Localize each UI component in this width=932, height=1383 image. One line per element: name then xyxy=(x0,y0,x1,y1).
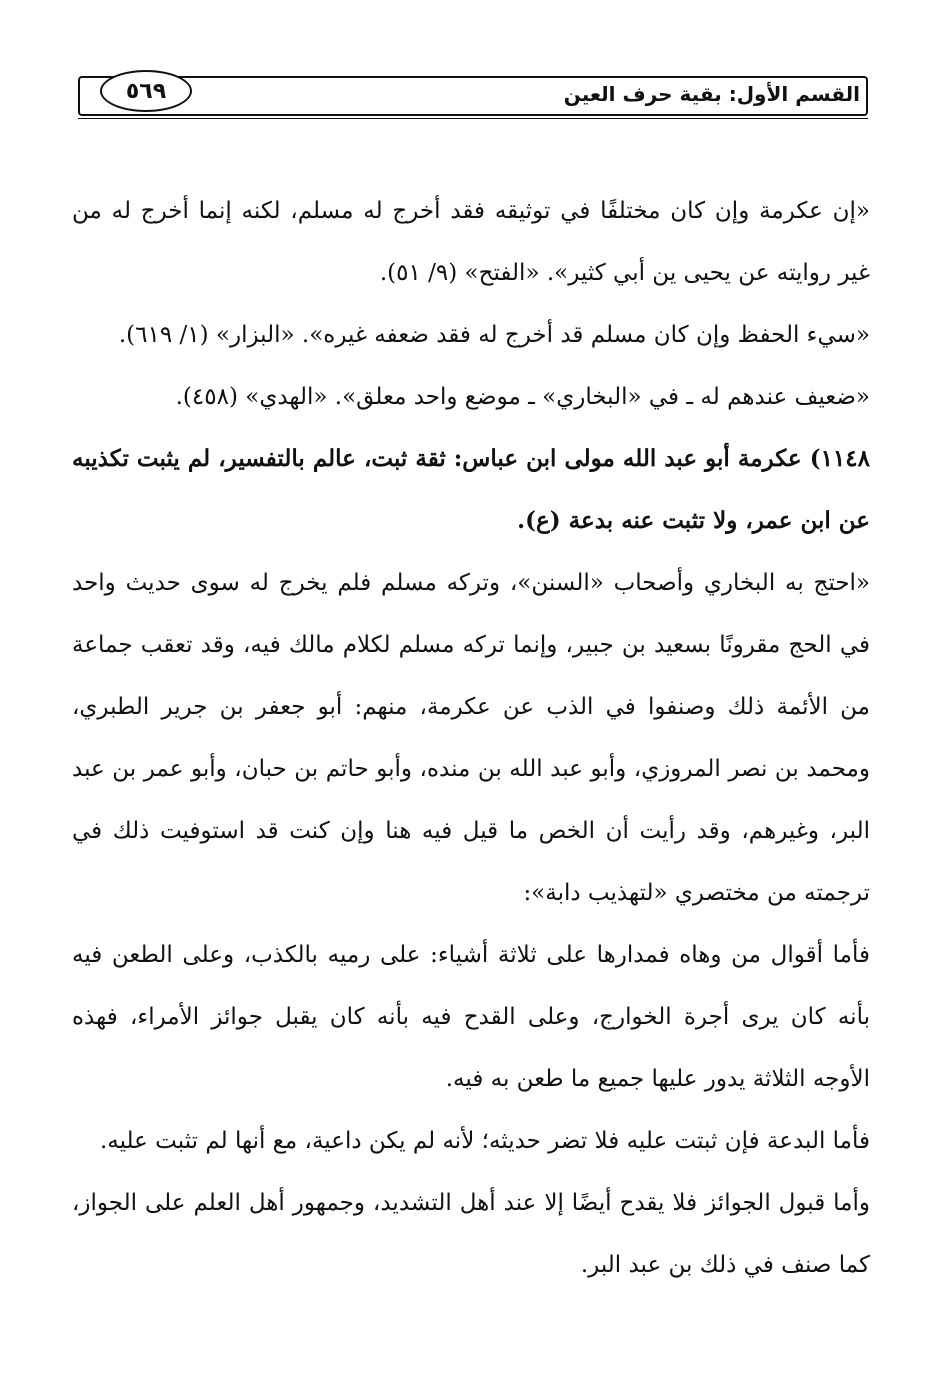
paragraph-ikrima-discussion: «احتج به البخاري وأصحاب «السنن»، وتركه مسلم فلم يخرج له سوى حديث واحد في الحج مقرونًا بسعيد بن جبير، وإنما تركه مسلم لكلام مالك فيه، وقد تعقب جماعة من الأئمة ذلك وصنفوا في الذب عن عكرمة، منهم: أبو جعفر بن جرير الطبري، ومحمد بن نصر المروزي، وأبو عبد الله بن منده، وأبو حاتم بن حبان، وأبو عمر بن عبد البر، وغيرهم، وقد رأيت أن الخص ما قيل فيه هنا وإن كنت قد استوفيت ذلك في ترجمته من مختصري «لتهذيب دابة»: xyxy=(72,570,870,906)
paragraph-bidah: فأما البدعة فإن ثبتت عليه فلا تضر حديثه؛ لأنه لم يكن داعية، مع أنها لم تثبت عليه. xyxy=(99,1128,870,1154)
paragraph-jawaiz: وأما قبول الجوائز فلا يقدح أيضًا إلا عند أهل التشديد، وجمهور أهل العلم على الجواز، كما صنف في ذلك بن عبد البر. xyxy=(72,1190,870,1278)
paragraph-three-charges: فأما أقوال من وهاه فمدارها على ثلاثة أشياء: على رميه بالكذب، وعلى الطعن فيه بأنه كان يرى أجرة الخوارج، وعلى القدح فيه بأنه كان يقبل جوائز الأمراء، فهذه الأوجه الثلاثة يدور عليها جميع ما طعن به فيه. xyxy=(72,942,871,1092)
entry-1148-ikrima: ١١٤٨) عكرمة أبو عبد الله مولى ابن عباس: ثقة ثبت، عالم بالتفسير، لم يثبت تكذيبه عن ابن عمر، ولا تثبت عنه بدعة (ع). xyxy=(72,445,870,534)
main-text xyxy=(72,180,870,1296)
paragraph-bazzar-quote: «سيء الحفظ وإن كان مسلم قد أخرج له فقد ضعفه غيره». «البزار» (١/ ٦١٩). xyxy=(118,322,870,348)
page-header xyxy=(78,76,868,120)
paragraph-hady-quote: «ضعيف عندهم له ـ في «البخاري» ـ موضع واحد معلق». «الهدي» (٤٥٨). xyxy=(175,384,870,410)
running-title: القسم الأول: بقية حرف العين xyxy=(563,82,860,106)
header-underline xyxy=(78,114,868,119)
page-number: ٥٦٩ xyxy=(100,70,192,112)
paragraph-fath-quote: «إن عكرمة وإن كان مختلفًا في توثيقه فقد أخرج له مسلم، لكنه إنما أخرج له من غير روايته عن يحيى ين أبي كثير». «الفتح» (٩/ ٥١). xyxy=(72,198,870,286)
